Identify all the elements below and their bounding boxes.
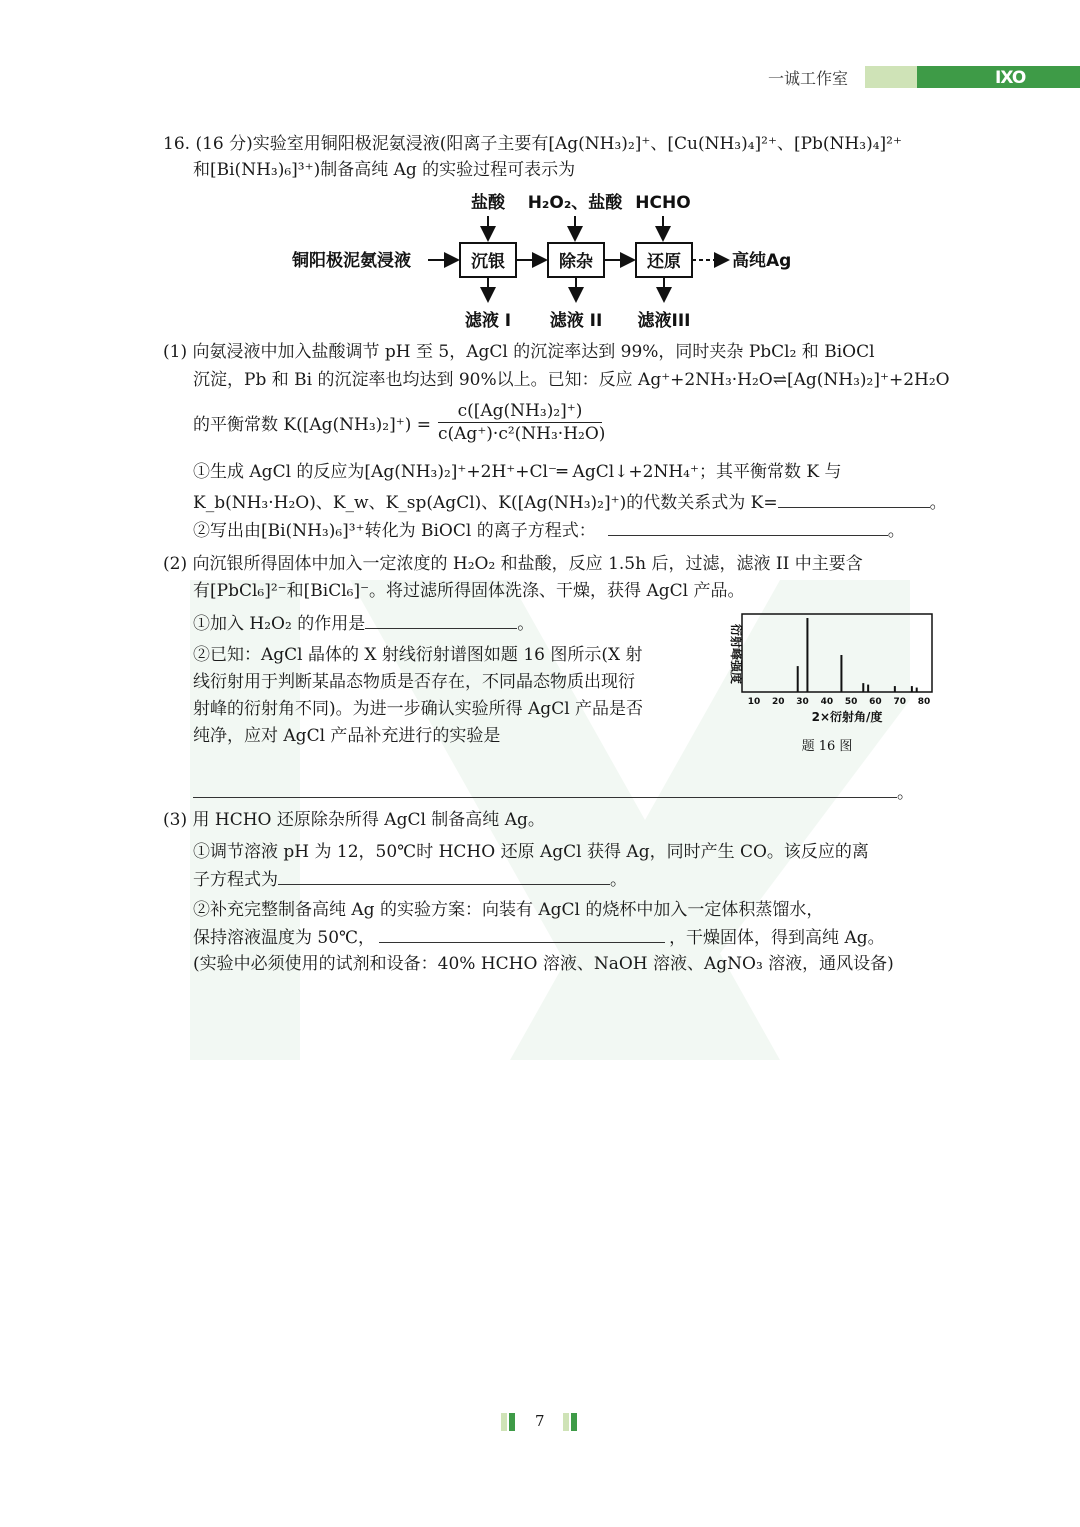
question-line-2: 和[Bi(NH₃)₆]³⁺)制备高纯 Ag 的实验过程可表示为 [193,160,576,180]
header-band-light [865,66,917,88]
reagent-3: HCHO [635,193,691,213]
reagent-2: H₂O₂、盐酸 [527,193,623,213]
k-denominator: c(Ag⁺)·c²(NH₃·H₂O) [438,424,606,444]
part1-q1-line-a: ①生成 AgCl 的反应为[Ag(NH₃)₂]⁺+2H⁺+Cl⁻═ AgCl↓+2NH₄⁺；其平衡常数 K 与 [193,462,842,482]
part1-q1-line-b: K_b(NH₃·H₂O)、K_w、K_sp(AgCl)、K([Ag(NH₃)₂]⁺)的代数关系式为 K= 。 [193,493,947,513]
part3-q1-text: 子方程式为 [193,870,278,890]
part3-q2-pre: 保持溶液温度为 50℃， [193,928,376,948]
chart-x-tick-label: 40 [820,697,834,707]
answer-blank-3[interactable] [365,612,517,629]
xrd-chart [712,606,942,756]
chart-x-ticks [748,697,931,707]
part2-line-2: 有[PbCl₆]²⁻和[BiCl₆]⁻。将过滤所得固体洗涤、干燥，获得 AgCl 产品。 [193,581,745,601]
chart-x-tick-label: 30 [796,697,809,707]
answer-blank-5[interactable] [278,868,610,885]
part1-q1-text: K_b(NH₃·H₂O)、K_w、K_sp(AgCl)、K([Ag(NH₃)₂]⁺)的代数关系式为 K= [193,493,778,513]
page-number: 7 [535,1412,545,1430]
part2-q2-answer-line: 。 [193,781,914,804]
part2-q1-line: ①加入 H₂O₂ 的作用是 。 [193,614,535,634]
flow-output: 高纯Ag [732,251,792,271]
footer-bar-right-dark [571,1413,577,1431]
part1-line-1: (1) 向氨浸液中加入盐酸调节 pH 至 5，AgCl 的沉淀率达到 99%，同时夹杂 PbCl₂ 和 BiOCl [163,342,875,362]
part2-q2-line-a: ②已知：AgCl 晶体的 X 射线衍射谱图如题 16 图所示(X 射 [193,645,643,665]
k-fraction [438,401,606,444]
filtrate-3: 滤液III [637,311,691,331]
part2-q2-line-c: 射峰的衍射角不同)。为进一步确认实验所得 AgCl 产品是否 [193,699,644,719]
footer-bar-left-light [501,1413,507,1431]
chart-xlabel: 2×衍射角/度 [811,710,883,724]
part2-q2-line-b: 线衍射用于判断某晶态物质是否存在，不同晶态物质出现衍 [193,672,635,692]
process-flow-diagram [280,188,820,338]
chart-x-tick-label: 70 [893,697,906,707]
k-numerator: c([Ag(NH₃)₂]⁺) [438,401,602,423]
part2-q1-text: ①加入 H₂O₂ 的作用是 [193,614,366,634]
step-1: 沉银 [471,252,505,272]
part3-q2-post: ，干燥固体，得到高纯 Ag。 [669,928,885,948]
question-line-1: 16. (16 分)实验室用铜阳极泥氨浸液(阳离子主要有[Ag(NH₃)₂]⁺、[Cu(NH₃)₄]²⁺、[Pb(NH₃)₄]²⁺ [163,134,902,154]
header-brand: 一诚工作室 [768,69,849,88]
flow-input: 铜阳极泥氨浸液 [292,251,411,271]
part3-q1-line-a: ①调节溶液 pH 为 12，50℃时 HCHO 还原 AgCl 获得 Ag，同时产生 CO。该反应的离 [193,842,869,862]
chart-caption: 题 16 图 [801,739,853,754]
part3-q2-line-c: (实验中必须使用的试剂和设备：40% HCHO 溶液、NaOH 溶液、AgNO₃ 溶液，通风设备) [193,954,894,974]
part1-q2-line: ②写出由[Bi(NH₃)₆]³⁺转化为 BiOCl 的离子方程式： 。 [193,521,905,541]
part2-line-1: (2) 向沉银所得固体中加入一定浓度的 H₂O₂ 和盐酸，反应 1.5h 后，过滤，滤液 II 中主要含 [163,554,863,574]
chart-x-tick-label: 80 [917,697,931,707]
footer-bar-left-dark [509,1413,515,1431]
part1-line-2: 沉淀，Pb 和 Bi 的沉淀率也均达到 90%以上。已知：反应 Ag⁺+2NH₃·H₂O⇌[Ag(NH₃)₂]⁺+2H₂O [193,370,950,390]
step-3: 还原 [647,252,681,272]
answer-blank-6[interactable] [379,926,665,943]
filtrate-1: 滤液 I [464,311,512,331]
part1-q2-text: ②写出由[Bi(NH₃)₆]³⁺转化为 BiOCl 的离子方程式： [193,521,596,541]
part3-q2-line-a: ②补充完整制备高纯 Ag 的实验方案：向装有 AgCl 的烧杯中加入一定体积蒸馏水， [193,900,824,920]
reagent-1: 盐酸 [471,193,505,213]
filtrate-2: 滤液 II [549,311,603,331]
answer-blank-2[interactable] [608,519,888,536]
part3-q1-line-b: 子方程式为 。 [193,870,627,890]
chart-x-tick-label: 50 [844,697,858,707]
chart-x-tick-label: 60 [869,697,882,707]
chart-peaks [798,618,917,692]
answer-blank-4[interactable] [193,781,897,798]
k-prefix: 的平衡常数 K([Ag(NH₃)₂]⁺) = [193,415,432,435]
footer-bar-right-light [563,1413,569,1431]
chart-frame [742,614,932,692]
chart-x-tick-label: 10 [747,697,761,707]
part3-line-1: (3) 用 HCHO 还原除杂所得 AgCl 制备高纯 Ag。 [163,810,545,830]
chart-x-tick-label: 20 [772,697,785,707]
chart-ylabel: 衍射峰强度 [729,623,743,685]
answer-blank-1[interactable] [778,491,930,508]
part2-q2-line-d: 纯净，应对 AgCl 产品补充进行的实验是 [193,726,501,746]
step-2: 除杂 [559,252,593,272]
header-logo: IXO [995,68,1026,88]
part3-q2-line-b [193,926,885,949]
